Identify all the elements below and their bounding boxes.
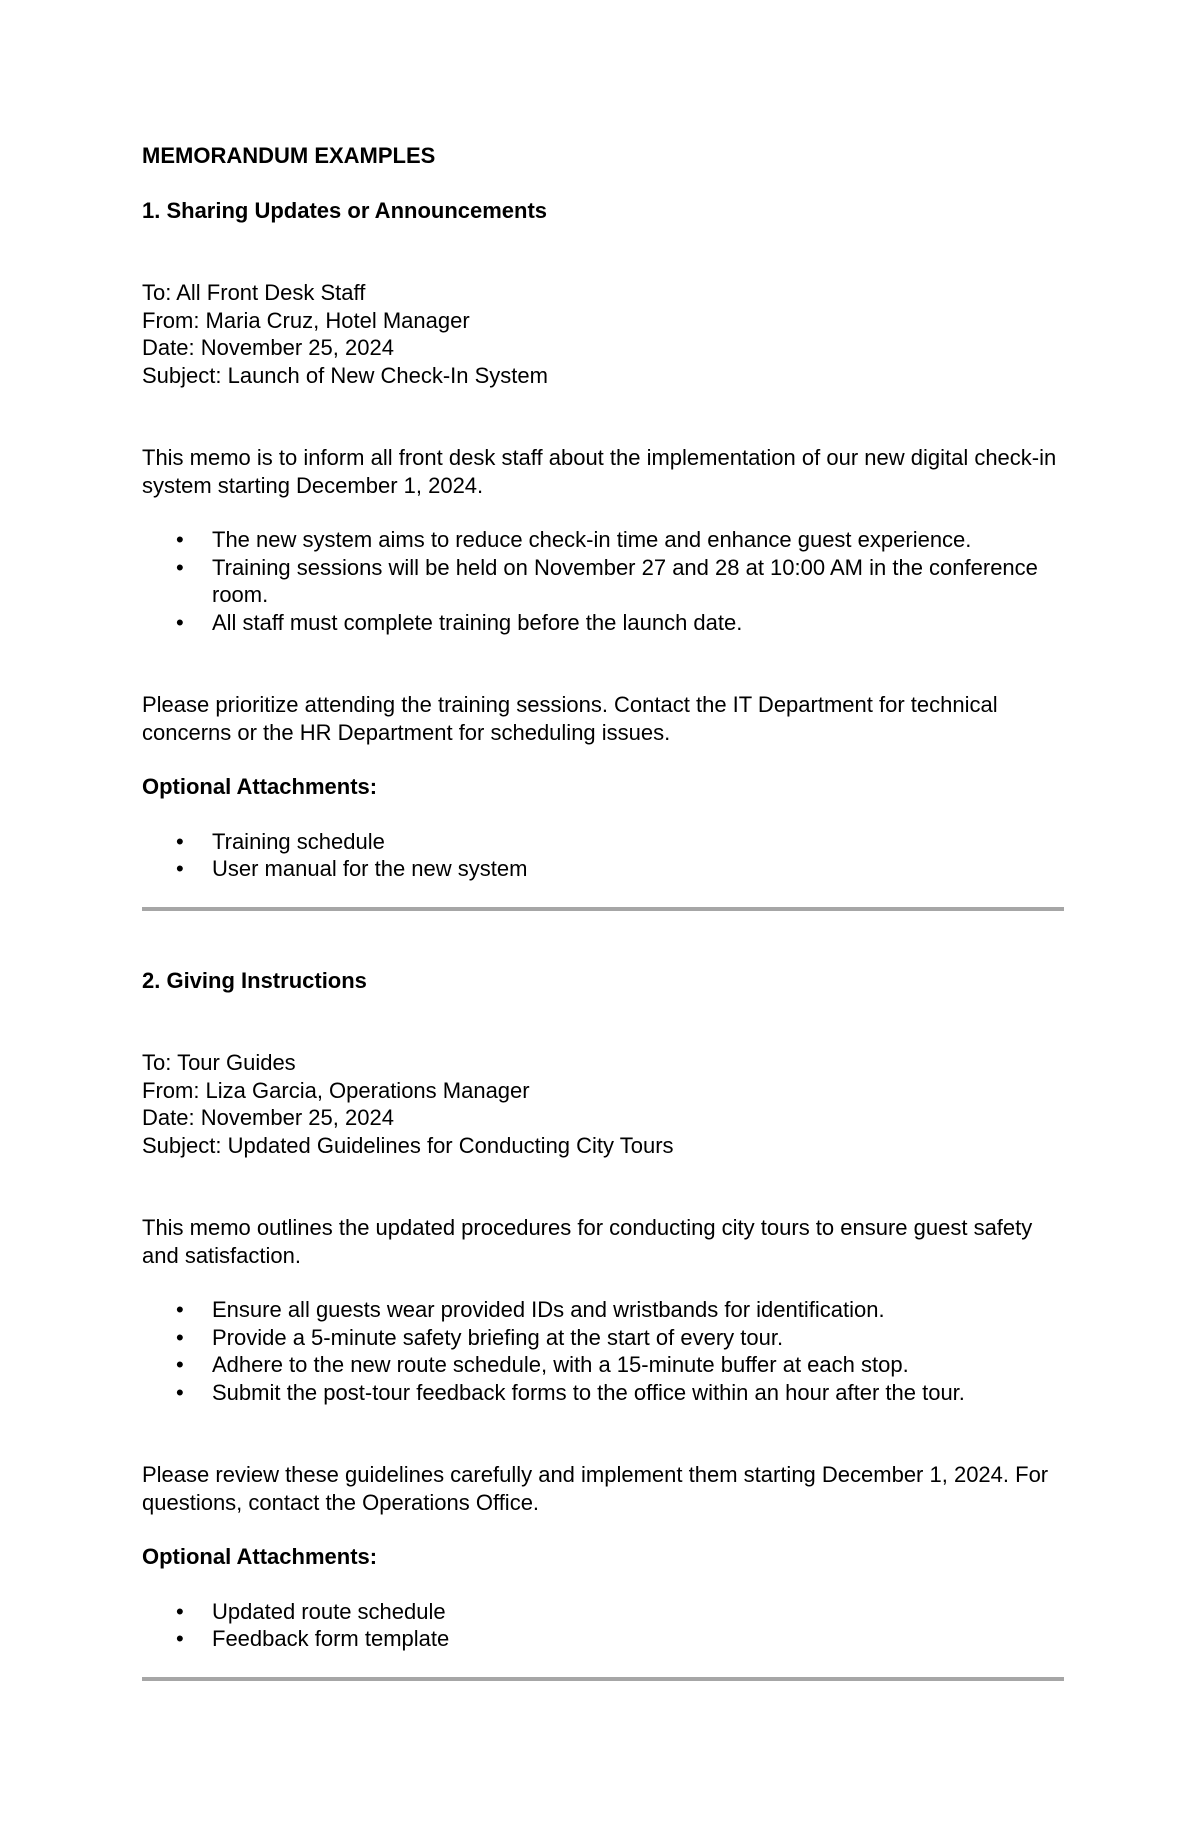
document-page: [142, 142, 1064, 1681]
memo-2-intro: This memo outlines the updated procedures for conducting city tours to ensure guest safety and satisfaction.: [142, 1215, 1033, 1268]
list-item-text: Training sessions will be held on November 27 and 28 at 10:00 AM in the conference room.: [212, 554, 1038, 607]
memo-1-attachments-list: [142, 828, 1064, 883]
list-item-text: Feedback form template: [212, 1626, 450, 1651]
section-divider: [142, 907, 1064, 911]
bullet-icon: •: [176, 1379, 184, 1405]
memo-1-closing: Please prioritize attending the training sessions. Contact the IT Department for technical concerns or the HR Department for scheduling issues.: [142, 692, 998, 745]
document-title: MEMORANDUM EXAMPLES: [142, 143, 436, 168]
memo-2-attachments-heading: Optional Attachments:: [142, 1544, 378, 1569]
list-item: [142, 609, 1064, 637]
bullet-icon: •: [176, 1352, 184, 1377]
list-item-text: Ensure all guests wear provided IDs and wristbands for identification.: [212, 1297, 885, 1322]
list-item: [142, 1324, 1064, 1352]
list-item: [142, 1296, 1064, 1324]
memo-2-attachments-list: [142, 1598, 1064, 1653]
memo-2-header: [142, 1049, 1064, 1159]
memo-2-subject: Subject: Updated Guidelines for Conducting City Tours: [142, 1132, 674, 1158]
list-item-text: User manual for the new system: [212, 856, 528, 881]
memo-1-subject: Subject: Launch of New Check-In System: [142, 362, 548, 388]
bullet-icon: •: [176, 1598, 184, 1624]
list-item-text: Training schedule: [212, 828, 385, 854]
bullet-icon: •: [176, 1324, 184, 1350]
memo-1-points-list: [142, 526, 1064, 636]
memo-section-1: [142, 197, 1064, 911]
memo-1-header: [142, 279, 1064, 389]
memo-2-to: To: Tour Guides: [142, 1050, 296, 1075]
memo-1-date: Date: November 25, 2024: [142, 335, 394, 360]
list-item: [142, 554, 1064, 609]
list-item-text: Provide a 5-minute safety briefing at the start of every tour.: [212, 1324, 784, 1350]
bullet-icon: •: [176, 856, 184, 881]
list-item-text: Adhere to the new route schedule, with a 15-minute buffer at each stop.: [212, 1352, 909, 1377]
list-item: [142, 855, 1064, 883]
section-divider: [142, 1677, 1064, 1681]
list-item: [142, 1379, 1064, 1407]
memo-2-closing: Please review these guidelines carefully and implement them starting December 1, 2024. For questions, contact the Operations Office.: [142, 1462, 1049, 1515]
list-item: [142, 1598, 1064, 1626]
list-item-text: The new system aims to reduce check-in time and enhance guest experience.: [212, 527, 972, 552]
bullet-icon: •: [176, 828, 184, 854]
memo-1-heading: 1. Sharing Updates or Announcements: [142, 197, 548, 223]
memo-1-attachments-heading: Optional Attachments:: [142, 774, 378, 799]
memo-2-from: From: Liza Garcia, Operations Manager: [142, 1077, 530, 1103]
bullet-icon: •: [176, 1297, 184, 1322]
bullet-icon: •: [176, 554, 184, 580]
list-item-text: Submit the post-tour feedback forms to the office within an hour after the tour.: [212, 1379, 965, 1405]
list-item-text: All staff must complete training before the launch date.: [212, 609, 743, 635]
memo-1-from: From: Maria Cruz, Hotel Manager: [142, 307, 470, 333]
list-item: [142, 526, 1064, 554]
memo-2-date: Date: November 25, 2024: [142, 1105, 394, 1130]
bullet-icon: •: [176, 1626, 184, 1651]
memo-section-2: [142, 967, 1064, 1681]
list-item: [142, 828, 1064, 856]
list-item: [142, 1351, 1064, 1379]
memo-1-to: To: All Front Desk Staff: [142, 280, 366, 305]
list-item-text: Updated route schedule: [212, 1598, 446, 1624]
bullet-icon: •: [176, 609, 184, 635]
memo-2-points-list: [142, 1296, 1064, 1406]
memo-1-intro: This memo is to inform all front desk staff about the implementation of our new digital check-in system starting December 1, 2024.: [142, 445, 1057, 498]
bullet-icon: •: [176, 527, 184, 552]
memo-2-heading: 2. Giving Instructions: [142, 967, 367, 993]
list-item: [142, 1625, 1064, 1653]
